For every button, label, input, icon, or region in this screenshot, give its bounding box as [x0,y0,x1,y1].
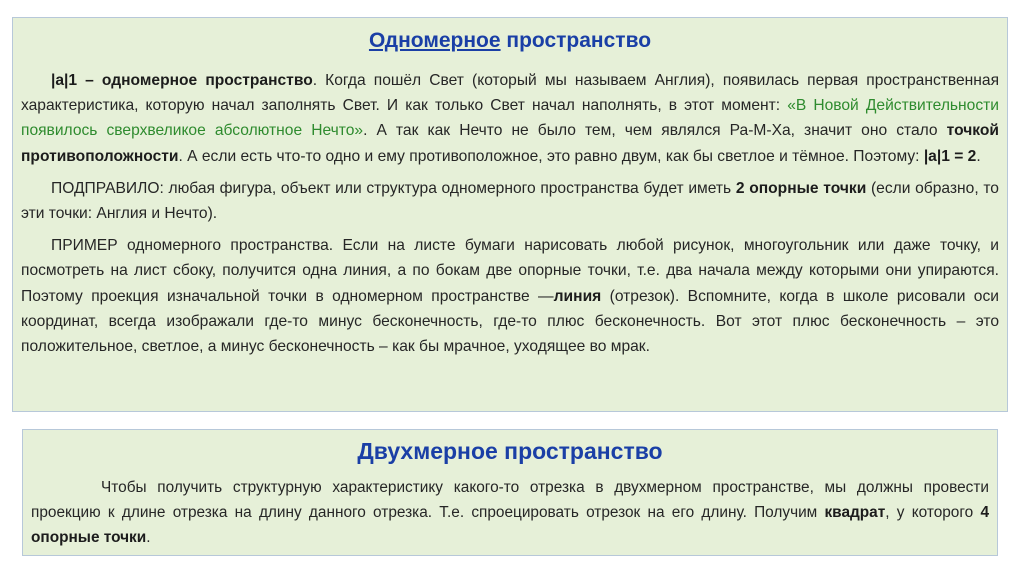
text: . [146,528,151,546]
text: ПОДПРАВИЛО: любая фигура, объект или структура одномерного пространства будет иметь [51,179,736,197]
text: . А если есть что-то одно и ему противоположное, это равно двум, как бы светлое и тёмное. Поэтому: [178,147,924,165]
bold-two-points: 2 опорные точки [735,179,867,197]
text: ПРИМЕР одномерного пространства. Если на листе бумаги нарисовать любой рисунок, многоугольник или даже точку, и посмотреть на лист сбоку, получится одна линия, а по бокам две опорные точки, т.е. два начала между которыми они упираются. Поэтому проекция изначальной точки в одномерном пространстве — [21,237,999,305]
paragraph-example [21,233,999,359]
text: . А так как Нечто не было тем, чем являлся Ра-М-Ха, значит оно стало [363,122,947,140]
bold-formula: |a|1 = 2 [923,147,977,165]
text: Чтобы получить структурную характеристику какого-то отрезка в двухмерном пространстве, мы должны провести проекцию к длине отрезка на длину данного отрезка. Т.е. спроецировать отрезок на его длину. Получим [31,479,989,521]
title-rest: пространство [500,29,652,52]
text: (если образно, то эти точки: Англия и Нечто). [21,179,999,223]
text: , у которого [885,503,981,521]
bold-line: линия [553,287,602,305]
paragraph-subrule [21,176,999,226]
bold-opposite-point: точкой противоположности [21,122,1000,165]
section-title-one-dimensional [21,26,999,56]
section-title-two-dimensional: Двухмерное пространство [357,438,663,464]
paragraph-definition [21,68,999,169]
text: . Когда пошёл Свет (который мы называем Англия), появилась первая пространственная характеристика, которую начал заполнять Свет. И как только Свет начал наполнять, в этот момент: [21,72,1000,115]
bold-definition: |a|1 – одномерное пространство [51,72,313,89]
bold-four-points: 4 опорные точки [31,503,989,546]
title-link-one-dimensional[interactable]: Одномерное [368,29,501,52]
one-dimensional-space-panel [12,17,1008,412]
green-quote: «В Новой Действительности появилось сверхвеликое абсолютное Нечто» [21,97,999,140]
two-dimensional-space-panel [22,429,998,556]
text: (отрезок). Вспомните, когда в школе рисовали оси координат, всегда изображали где-то минус бесконечность, где-то плюс бесконечность. Вот этот плюс бесконечность – это положительное, светлое, а минус бесконечность – как бы мрачное, уходящее во мрак. [21,287,999,356]
bold-square: квадрат [824,503,886,521]
paragraph-projection [31,476,989,550]
text: . [976,147,981,165]
